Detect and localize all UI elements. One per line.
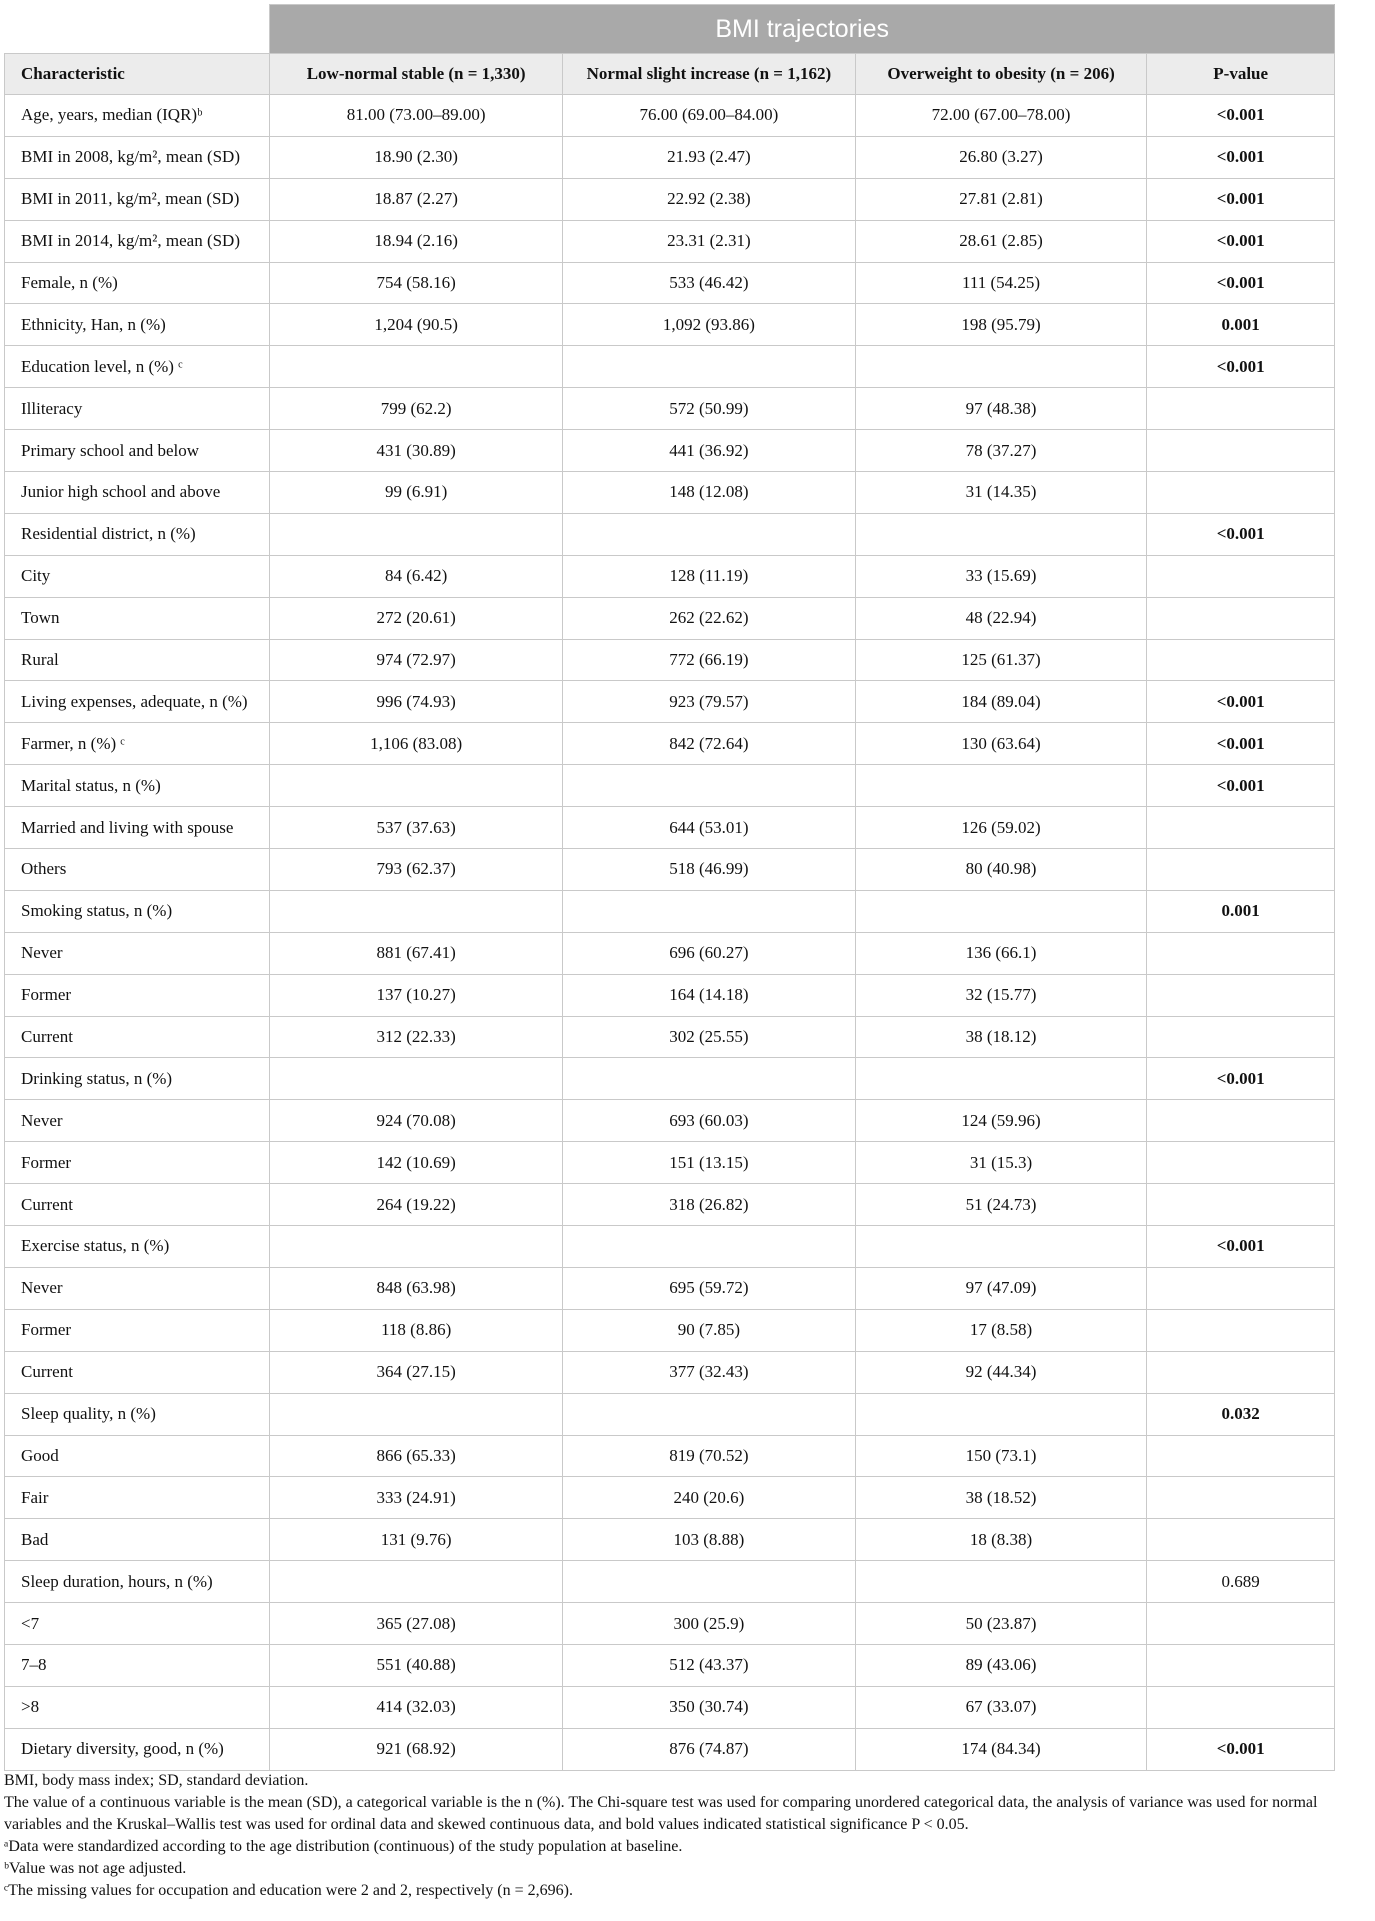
row-label: Smoking status, n (%) <box>5 890 270 932</box>
cell-low-normal-stable: 799 (62.2) <box>270 388 563 430</box>
cell-normal-slight-increase <box>563 1393 856 1435</box>
cell-normal-slight-increase: 377 (32.43) <box>563 1351 856 1393</box>
cell-normal-slight-increase: 22.92 (2.38) <box>563 178 856 220</box>
cell-overweight-to-obesity: 27.81 (2.81) <box>855 178 1147 220</box>
table-row <box>5 346 1335 388</box>
cell-p-value: <0.001 <box>1147 1058 1335 1100</box>
banner-title: BMI trajectories <box>270 5 1335 54</box>
cell-p-value <box>1147 1603 1335 1645</box>
row-label: BMI in 2011, kg/m², mean (SD) <box>5 178 270 220</box>
row-label: Marital status, n (%) <box>5 765 270 807</box>
cell-p-value <box>1147 639 1335 681</box>
row-label: BMI in 2014, kg/m², mean (SD) <box>5 220 270 262</box>
cell-low-normal-stable: 881 (67.41) <box>270 932 563 974</box>
banner-row <box>5 5 1335 54</box>
cell-p-value <box>1147 1100 1335 1142</box>
cell-overweight-to-obesity: 78 (37.27) <box>855 430 1147 472</box>
cell-normal-slight-increase: 240 (20.6) <box>563 1477 856 1519</box>
row-label: Residential district, n (%) <box>5 513 270 555</box>
cell-low-normal-stable <box>270 513 563 555</box>
cell-low-normal-stable: 414 (32.03) <box>270 1686 563 1728</box>
table-row <box>5 1226 1335 1268</box>
cell-low-normal-stable <box>270 346 563 388</box>
cell-p-value <box>1147 597 1335 639</box>
cell-overweight-to-obesity: 51 (24.73) <box>855 1184 1147 1226</box>
cell-normal-slight-increase: 300 (25.9) <box>563 1603 856 1645</box>
table-row <box>5 513 1335 555</box>
cell-normal-slight-increase: 164 (14.18) <box>563 974 856 1016</box>
footnote: ᵇValue was not age adjusted. <box>4 1860 187 1877</box>
cell-p-value <box>1147 1477 1335 1519</box>
row-label: Exercise status, n (%) <box>5 1226 270 1268</box>
cell-p-value: <0.001 <box>1147 765 1335 807</box>
cell-overweight-to-obesity: 111 (54.25) <box>855 262 1147 304</box>
row-label: Age, years, median (IQR)ᵇ <box>5 95 270 137</box>
cell-low-normal-stable: 18.90 (2.30) <box>270 136 563 178</box>
cell-p-value <box>1147 849 1335 891</box>
row-label: Rural <box>5 639 270 681</box>
cell-normal-slight-increase <box>563 765 856 807</box>
cell-p-value <box>1147 1519 1335 1561</box>
cell-p-value: <0.001 <box>1147 513 1335 555</box>
cell-low-normal-stable <box>270 1393 563 1435</box>
cell-p-value <box>1147 1351 1335 1393</box>
cell-overweight-to-obesity: 31 (15.3) <box>855 1142 1147 1184</box>
bmi-trajectories-table <box>4 4 1335 1771</box>
footnote: BMI, body mass index; SD, standard deviation. <box>4 1772 309 1789</box>
cell-low-normal-stable: 333 (24.91) <box>270 1477 563 1519</box>
table-row <box>5 807 1335 849</box>
cell-low-normal-stable: 272 (20.61) <box>270 597 563 639</box>
row-label: Never <box>5 1100 270 1142</box>
column-header-overweight-to-obesity: Overweight to obesity (n = 206) <box>855 54 1147 95</box>
cell-low-normal-stable: 551 (40.88) <box>270 1644 563 1686</box>
cell-overweight-to-obesity: 17 (8.58) <box>855 1309 1147 1351</box>
footnote: ᶜThe missing values for occupation and education were 2 and 2, respectively (n = 2,696). <box>4 1882 573 1899</box>
cell-low-normal-stable: 848 (63.98) <box>270 1267 563 1309</box>
row-label: Ethnicity, Han, n (%) <box>5 304 270 346</box>
cell-normal-slight-increase: 842 (72.64) <box>563 723 856 765</box>
cell-overweight-to-obesity: 92 (44.34) <box>855 1351 1147 1393</box>
cell-overweight-to-obesity: 18 (8.38) <box>855 1519 1147 1561</box>
cell-low-normal-stable <box>270 1058 563 1100</box>
cell-overweight-to-obesity: 32 (15.77) <box>855 974 1147 1016</box>
column-header-characteristic: Characteristic <box>5 54 270 95</box>
cell-normal-slight-increase: 302 (25.55) <box>563 1016 856 1058</box>
table-row <box>5 597 1335 639</box>
cell-overweight-to-obesity: 124 (59.96) <box>855 1100 1147 1142</box>
table-row <box>5 765 1335 807</box>
table-row <box>5 1686 1335 1728</box>
cell-low-normal-stable <box>270 765 563 807</box>
table-row <box>5 1351 1335 1393</box>
row-label: Current <box>5 1351 270 1393</box>
cell-normal-slight-increase: 512 (43.37) <box>563 1644 856 1686</box>
row-label: Fair <box>5 1477 270 1519</box>
table-row <box>5 1184 1335 1226</box>
row-label: Living expenses, adequate, n (%) <box>5 681 270 723</box>
cell-p-value <box>1147 1142 1335 1184</box>
cell-low-normal-stable: 754 (58.16) <box>270 262 563 304</box>
row-label: >8 <box>5 1686 270 1728</box>
cell-low-normal-stable: 866 (65.33) <box>270 1435 563 1477</box>
cell-normal-slight-increase: 128 (11.19) <box>563 555 856 597</box>
table-row <box>5 555 1335 597</box>
cell-low-normal-stable: 18.87 (2.27) <box>270 178 563 220</box>
cell-normal-slight-increase: 151 (13.15) <box>563 1142 856 1184</box>
cell-overweight-to-obesity <box>855 765 1147 807</box>
cell-normal-slight-increase: 1,092 (93.86) <box>563 304 856 346</box>
cell-p-value <box>1147 807 1335 849</box>
cell-overweight-to-obesity: 33 (15.69) <box>855 555 1147 597</box>
row-label: Bad <box>5 1519 270 1561</box>
row-label: City <box>5 555 270 597</box>
cell-low-normal-stable: 996 (74.93) <box>270 681 563 723</box>
cell-normal-slight-increase: 518 (46.99) <box>563 849 856 891</box>
row-label: Former <box>5 1142 270 1184</box>
table-row <box>5 1393 1335 1435</box>
row-label: Female, n (%) <box>5 262 270 304</box>
table-row <box>5 1309 1335 1351</box>
cell-overweight-to-obesity: 48 (22.94) <box>855 597 1147 639</box>
cell-overweight-to-obesity <box>855 890 1147 932</box>
table-container <box>4 4 1335 1771</box>
cell-p-value: <0.001 <box>1147 1226 1335 1268</box>
cell-p-value: <0.001 <box>1147 1728 1335 1770</box>
cell-p-value <box>1147 1435 1335 1477</box>
cell-overweight-to-obesity: 150 (73.1) <box>855 1435 1147 1477</box>
cell-overweight-to-obesity: 174 (84.34) <box>855 1728 1147 1770</box>
table-row <box>5 1561 1335 1603</box>
cell-normal-slight-increase: 318 (26.82) <box>563 1184 856 1226</box>
cell-low-normal-stable: 99 (6.91) <box>270 472 563 514</box>
cell-p-value <box>1147 472 1335 514</box>
cell-overweight-to-obesity <box>855 1393 1147 1435</box>
cell-p-value <box>1147 932 1335 974</box>
cell-overweight-to-obesity: 126 (59.02) <box>855 807 1147 849</box>
row-label: Others <box>5 849 270 891</box>
cell-p-value: <0.001 <box>1147 178 1335 220</box>
cell-normal-slight-increase <box>563 1561 856 1603</box>
table-row <box>5 95 1335 137</box>
cell-overweight-to-obesity <box>855 346 1147 388</box>
table-row <box>5 890 1335 932</box>
footnote: The value of a continuous variable is the mean (SD), a categorical variable is the n (%). The Chi-square test was used for comparing unordered categorical data, the analysis of variance was used for normal variables and the Kruskal–Wallis test was used for ordinal data and skewed continuous data, and bold values indicated statistical significance P < 0.05. <box>4 1794 1318 1833</box>
cell-low-normal-stable: 81.00 (73.00–89.00) <box>270 95 563 137</box>
table-row <box>5 932 1335 974</box>
cell-normal-slight-increase: 103 (8.88) <box>563 1519 856 1561</box>
cell-p-value <box>1147 1309 1335 1351</box>
row-label: Illiteracy <box>5 388 270 430</box>
cell-low-normal-stable: 537 (37.63) <box>270 807 563 849</box>
column-header-p-value: P-value <box>1147 54 1335 95</box>
row-label: Junior high school and above <box>5 472 270 514</box>
cell-normal-slight-increase: 350 (30.74) <box>563 1686 856 1728</box>
cell-low-normal-stable: 364 (27.15) <box>270 1351 563 1393</box>
row-label: Married and living with spouse <box>5 807 270 849</box>
table-row <box>5 220 1335 262</box>
cell-normal-slight-increase: 693 (60.03) <box>563 1100 856 1142</box>
cell-normal-slight-increase <box>563 1226 856 1268</box>
table-row <box>5 1477 1335 1519</box>
cell-overweight-to-obesity: 50 (23.87) <box>855 1603 1147 1645</box>
row-label: Drinking status, n (%) <box>5 1058 270 1100</box>
cell-overweight-to-obesity: 28.61 (2.85) <box>855 220 1147 262</box>
cell-low-normal-stable <box>270 890 563 932</box>
row-label: Sleep quality, n (%) <box>5 1393 270 1435</box>
table-row <box>5 1100 1335 1142</box>
row-label: BMI in 2008, kg/m², mean (SD) <box>5 136 270 178</box>
table-row <box>5 262 1335 304</box>
cell-normal-slight-increase <box>563 1058 856 1100</box>
cell-overweight-to-obesity: 198 (95.79) <box>855 304 1147 346</box>
cell-p-value: <0.001 <box>1147 262 1335 304</box>
header-row <box>5 54 1335 95</box>
cell-normal-slight-increase: 533 (46.42) <box>563 262 856 304</box>
table-row <box>5 681 1335 723</box>
cell-normal-slight-increase: 441 (36.92) <box>563 430 856 472</box>
cell-low-normal-stable: 142 (10.69) <box>270 1142 563 1184</box>
cell-overweight-to-obesity: 31 (14.35) <box>855 472 1147 514</box>
cell-normal-slight-increase: 876 (74.87) <box>563 1728 856 1770</box>
cell-overweight-to-obesity: 125 (61.37) <box>855 639 1147 681</box>
row-label: Education level, n (%) ᶜ <box>5 346 270 388</box>
cell-normal-slight-increase: 148 (12.08) <box>563 472 856 514</box>
cell-low-normal-stable: 312 (22.33) <box>270 1016 563 1058</box>
cell-p-value: 0.001 <box>1147 304 1335 346</box>
row-label: Primary school and below <box>5 430 270 472</box>
cell-normal-slight-increase: 76.00 (69.00–84.00) <box>563 95 856 137</box>
table-row <box>5 849 1335 891</box>
row-label: Never <box>5 1267 270 1309</box>
cell-p-value: <0.001 <box>1147 723 1335 765</box>
cell-p-value: 0.689 <box>1147 1561 1335 1603</box>
cell-normal-slight-increase: 21.93 (2.47) <box>563 136 856 178</box>
cell-low-normal-stable: 1,106 (83.08) <box>270 723 563 765</box>
cell-p-value: 0.032 <box>1147 1393 1335 1435</box>
cell-normal-slight-increase: 772 (66.19) <box>563 639 856 681</box>
cell-low-normal-stable: 793 (62.37) <box>270 849 563 891</box>
table-body <box>5 95 1335 1771</box>
cell-normal-slight-increase <box>563 346 856 388</box>
row-label: Former <box>5 974 270 1016</box>
cell-overweight-to-obesity: 38 (18.12) <box>855 1016 1147 1058</box>
cell-normal-slight-increase: 90 (7.85) <box>563 1309 856 1351</box>
cell-normal-slight-increase: 262 (22.62) <box>563 597 856 639</box>
cell-low-normal-stable: 921 (68.92) <box>270 1728 563 1770</box>
cell-p-value <box>1147 388 1335 430</box>
row-label: Good <box>5 1435 270 1477</box>
column-header-low-normal-stable: Low-normal stable (n = 1,330) <box>270 54 563 95</box>
cell-overweight-to-obesity: 89 (43.06) <box>855 1644 1147 1686</box>
cell-p-value <box>1147 974 1335 1016</box>
cell-overweight-to-obesity: 130 (63.64) <box>855 723 1147 765</box>
cell-overweight-to-obesity: 97 (47.09) <box>855 1267 1147 1309</box>
footnote: ᵃData were standardized according to the age distribution (continuous) of the study population at baseline. <box>4 1838 683 1855</box>
cell-overweight-to-obesity: 38 (18.52) <box>855 1477 1147 1519</box>
cell-overweight-to-obesity: 184 (89.04) <box>855 681 1147 723</box>
table-row <box>5 136 1335 178</box>
cell-p-value: <0.001 <box>1147 346 1335 388</box>
cell-p-value <box>1147 1644 1335 1686</box>
cell-normal-slight-increase: 696 (60.27) <box>563 932 856 974</box>
cell-p-value <box>1147 555 1335 597</box>
table-row <box>5 1142 1335 1184</box>
cell-low-normal-stable <box>270 1561 563 1603</box>
cell-normal-slight-increase <box>563 890 856 932</box>
cell-overweight-to-obesity: 67 (33.07) <box>855 1686 1147 1728</box>
cell-low-normal-stable: 264 (19.22) <box>270 1184 563 1226</box>
cell-low-normal-stable <box>270 1226 563 1268</box>
cell-p-value <box>1147 1686 1335 1728</box>
table-row <box>5 1644 1335 1686</box>
cell-normal-slight-increase: 923 (79.57) <box>563 681 856 723</box>
row-label: Current <box>5 1016 270 1058</box>
cell-normal-slight-increase: 695 (59.72) <box>563 1267 856 1309</box>
row-label: Former <box>5 1309 270 1351</box>
cell-p-value <box>1147 1016 1335 1058</box>
table-row <box>5 178 1335 220</box>
cell-overweight-to-obesity <box>855 1058 1147 1100</box>
table-row <box>5 1016 1335 1058</box>
column-header-normal-slight-increase: Normal slight increase (n = 1,162) <box>563 54 856 95</box>
cell-low-normal-stable: 137 (10.27) <box>270 974 563 1016</box>
row-label: Never <box>5 932 270 974</box>
row-label: Dietary diversity, good, n (%) <box>5 1728 270 1770</box>
table-footnotes <box>4 1770 1335 1902</box>
cell-low-normal-stable: 365 (27.08) <box>270 1603 563 1645</box>
cell-overweight-to-obesity: 97 (48.38) <box>855 388 1147 430</box>
cell-low-normal-stable: 118 (8.86) <box>270 1309 563 1351</box>
row-label: Town <box>5 597 270 639</box>
table-row <box>5 430 1335 472</box>
table-row <box>5 974 1335 1016</box>
cell-low-normal-stable: 1,204 (90.5) <box>270 304 563 346</box>
table-row <box>5 1267 1335 1309</box>
cell-p-value: <0.001 <box>1147 95 1335 137</box>
cell-p-value: <0.001 <box>1147 136 1335 178</box>
table-row <box>5 723 1335 765</box>
cell-overweight-to-obesity: 80 (40.98) <box>855 849 1147 891</box>
cell-overweight-to-obesity: 136 (66.1) <box>855 932 1147 974</box>
cell-normal-slight-increase: 819 (70.52) <box>563 1435 856 1477</box>
table-row <box>5 472 1335 514</box>
cell-overweight-to-obesity: 72.00 (67.00–78.00) <box>855 95 1147 137</box>
table-row <box>5 304 1335 346</box>
cell-p-value: 0.001 <box>1147 890 1335 932</box>
cell-low-normal-stable: 431 (30.89) <box>270 430 563 472</box>
row-label: Farmer, n (%) ᶜ <box>5 723 270 765</box>
row-label: Current <box>5 1184 270 1226</box>
cell-overweight-to-obesity <box>855 513 1147 555</box>
cell-p-value <box>1147 430 1335 472</box>
row-label: <7 <box>5 1603 270 1645</box>
row-label: 7–8 <box>5 1644 270 1686</box>
cell-low-normal-stable: 18.94 (2.16) <box>270 220 563 262</box>
table-row <box>5 1435 1335 1477</box>
table-row <box>5 1058 1335 1100</box>
table-row <box>5 388 1335 430</box>
cell-low-normal-stable: 924 (70.08) <box>270 1100 563 1142</box>
cell-low-normal-stable: 131 (9.76) <box>270 1519 563 1561</box>
cell-low-normal-stable: 974 (72.97) <box>270 639 563 681</box>
cell-low-normal-stable: 84 (6.42) <box>270 555 563 597</box>
cell-p-value <box>1147 1267 1335 1309</box>
cell-overweight-to-obesity <box>855 1561 1147 1603</box>
table-row <box>5 639 1335 681</box>
cell-normal-slight-increase <box>563 513 856 555</box>
cell-normal-slight-increase: 572 (50.99) <box>563 388 856 430</box>
cell-overweight-to-obesity <box>855 1226 1147 1268</box>
table-row <box>5 1728 1335 1770</box>
cell-p-value: <0.001 <box>1147 220 1335 262</box>
table-row <box>5 1603 1335 1645</box>
table-row <box>5 1519 1335 1561</box>
cell-normal-slight-increase: 23.31 (2.31) <box>563 220 856 262</box>
cell-p-value: <0.001 <box>1147 681 1335 723</box>
cell-overweight-to-obesity: 26.80 (3.27) <box>855 136 1147 178</box>
row-label: Sleep duration, hours, n (%) <box>5 1561 270 1603</box>
cell-p-value <box>1147 1184 1335 1226</box>
cell-normal-slight-increase: 644 (53.01) <box>563 807 856 849</box>
